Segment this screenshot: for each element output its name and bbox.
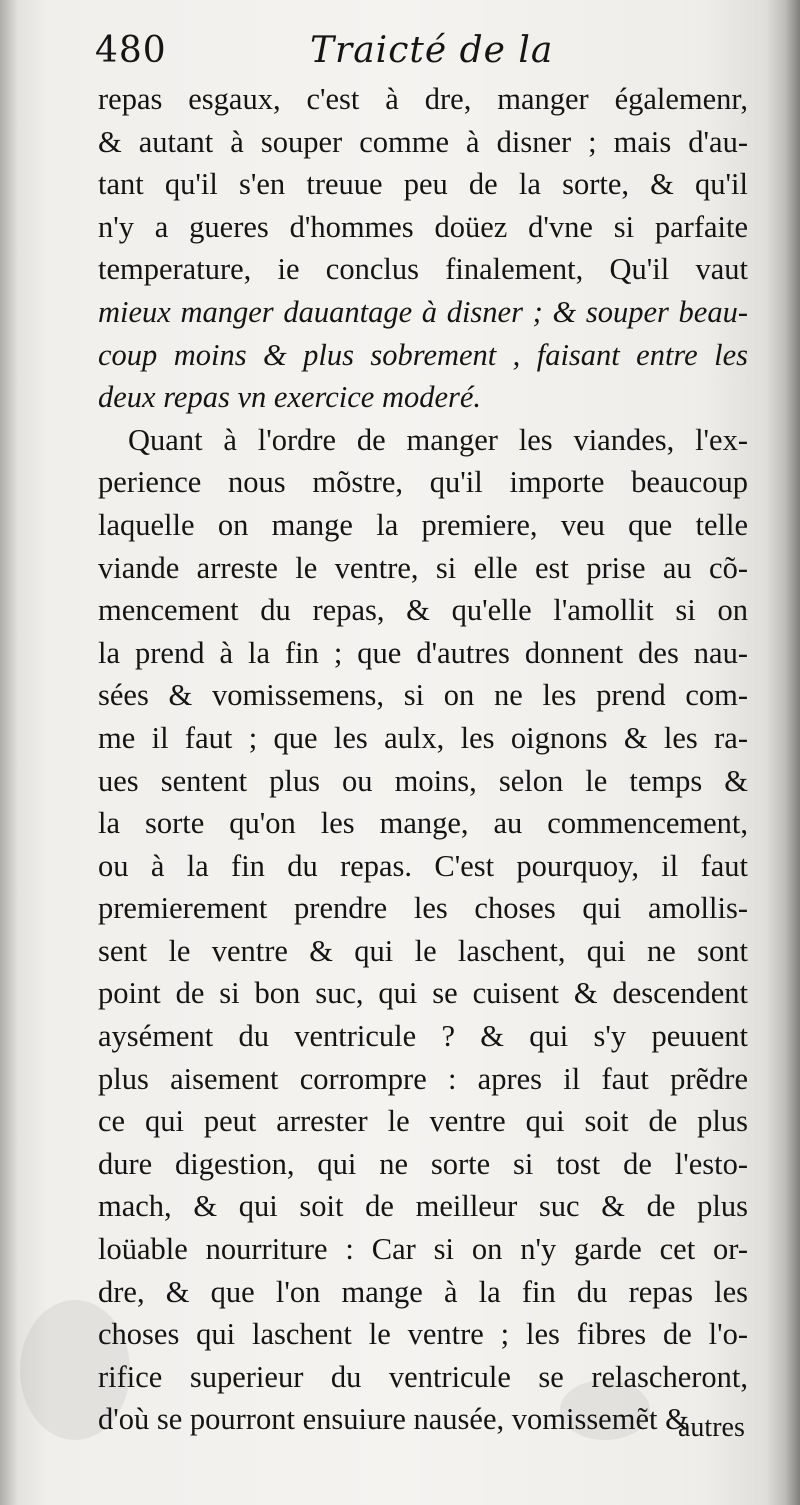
running-title: Traicté de la <box>310 30 554 71</box>
text-line: premierement prendre les choses qui amollis- <box>98 891 748 926</box>
text-line: mach, & qui soit de meilleur suc & de plus <box>98 1189 748 1224</box>
text-line: rifice superieur du ventricule se relascheront, <box>98 1359 748 1394</box>
body-text <box>98 78 748 1441</box>
page-edge-shadow <box>0 0 18 1505</box>
text-line: laquelle on mange la premiere, veu que telle <box>98 507 748 542</box>
text-line: la prend à la fin ; que d'autres donnent des nau- <box>98 635 748 670</box>
text-line: choses qui laschent le ventre ; les fibres de l'o- <box>98 1317 748 1352</box>
gutter-shadow <box>766 0 800 1505</box>
text-line: Quant à l'ordre de manger les viandes, l'ex- <box>128 422 748 457</box>
text-line: perience nous mõstre, qu'il importe beaucoup <box>98 465 748 500</box>
text-line: sent le ventre & qui le laschent, qui ne sont <box>98 933 748 968</box>
text-line: sées & vomissemens, si on ne les prend com- <box>98 678 748 713</box>
text-line: plus aisement corrompre : apres il faut prẽdre <box>98 1061 748 1096</box>
text-line: temperature, ie conclus finalement, Qu'il vaut <box>98 252 748 287</box>
text-line: n'y a gueres d'hommes doüez d'vne si parfaite <box>98 209 748 244</box>
page-number: 480 <box>95 30 167 71</box>
text-line: dure digestion, qui ne sorte si tost de l'esto- <box>98 1146 748 1181</box>
text-line: coup moins & plus sobrement , faisant entre les <box>98 337 748 372</box>
text-line: la sorte qu'on les mange, au commencement, <box>98 806 748 841</box>
text-line: loüable nourriture : Car si on n'y garde cet or- <box>98 1232 748 1267</box>
text-line: deux repas vn exercice moderé. <box>98 380 482 415</box>
text-line: d'où se pourront ensuiure nausée, vomissemẽt & <box>98 1402 689 1437</box>
page-header <box>95 30 755 78</box>
text-line: repas esgaux, c'est à dre, manger égalemenr, <box>98 82 748 116</box>
text-line: mencement du repas, & qu'elle l'amollit si on <box>98 593 748 628</box>
catchword: autres <box>678 1412 745 1443</box>
text-line: tant qu'il s'en treuue peu de la sorte, & qu'il <box>98 167 748 202</box>
text-line: ues sentent plus ou moins, selon le temps & <box>98 763 748 798</box>
text-line: aysément du ventricule ? & qui s'y peuuent <box>98 1019 748 1054</box>
text-line: point de si bon suc, qui se cuisent & descendent <box>98 976 748 1011</box>
text-line: me il faut ; que les aulx, les oignons & les ra- <box>98 720 748 755</box>
text-line: dre, & que l'on mange à la fin du repas les <box>98 1274 748 1309</box>
text-line: & autant à souper comme à disner ; mais d'au- <box>98 124 748 159</box>
text-line: ce qui peut arrester le ventre qui soit de plus <box>98 1104 748 1139</box>
text-line: mieux manger dauantage à disner ; & souper beau- <box>98 294 748 329</box>
text-line: ou à la fin du repas. C'est pourquoy, il faut <box>98 848 748 883</box>
text-line: viande arreste le ventre, si elle est prise au cõ- <box>98 550 748 585</box>
